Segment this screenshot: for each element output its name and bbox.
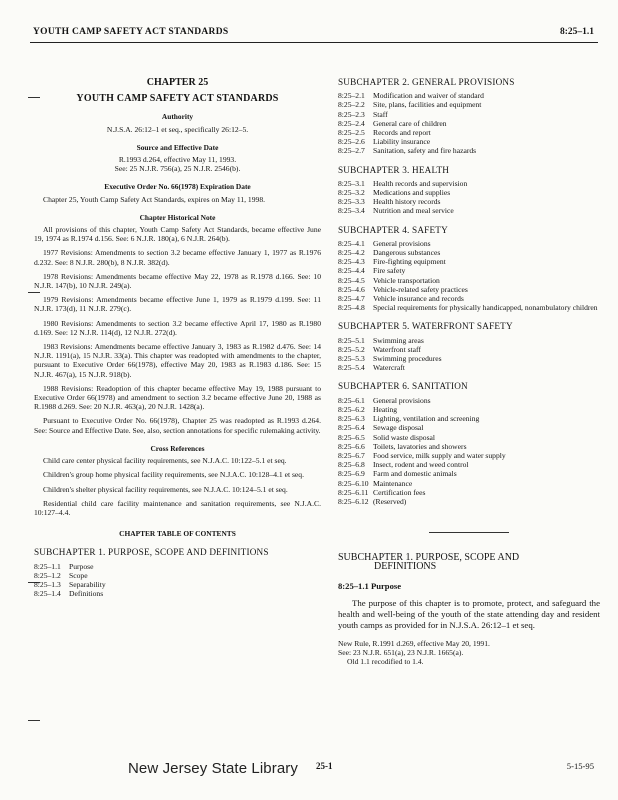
history-line: See: 23 N.J.R. 651(a), 23 N.J.R. 1665(a). xyxy=(338,647,464,657)
toc-entry-number: 8:25–6.11 xyxy=(338,487,369,497)
revision-date: 5-15-95 xyxy=(566,761,594,771)
toc-entry[interactable] xyxy=(338,497,600,506)
toc-entry[interactable] xyxy=(338,354,600,363)
toc-entry[interactable] xyxy=(338,137,600,146)
toc-entry-title: Vehicle transportation xyxy=(373,275,440,285)
toc-entry-title: General care of children xyxy=(373,118,447,128)
toc-entry-number: 8:25–6.4 xyxy=(338,423,365,433)
toc-entry-title: Sewage disposal xyxy=(373,423,424,433)
toc-entry-title: Health records and supervision xyxy=(373,178,468,188)
toc-entry-title: Maintenance xyxy=(373,478,413,488)
toc-entry-number: 8:25–2.3 xyxy=(338,109,365,119)
running-header-section: 8:25–1.1 xyxy=(559,27,594,37)
toc-entry-title: Purpose xyxy=(69,561,94,571)
toc-entry[interactable] xyxy=(338,285,600,294)
historical-note-paragraph: 1978 Revisions: Amendments became effective May 22, 1978 as R.1978 d.166. See: 10 N.J.R. 147(b), 10 N.J.R. 249(a). xyxy=(34,271,321,291)
toc-entry[interactable] xyxy=(338,414,600,423)
toc-entry-number: 8:25–4.7 xyxy=(338,294,365,304)
toc-entry-number: 8:25–6.3 xyxy=(338,414,365,424)
toc-entry[interactable] xyxy=(338,396,600,405)
cross-reference: Children's shelter physical facility requirements, see N.J.A.C. 10:124–5.1 et seq. xyxy=(43,484,288,494)
toc-entry-number: 8:25–4.3 xyxy=(338,257,365,267)
toc-entry-number: 8:25–5.4 xyxy=(338,363,365,373)
toc-subchapter-heading: SUBCHAPTER 6. SANITATION xyxy=(338,381,468,392)
toc-entry[interactable] xyxy=(34,580,321,589)
toc-entry-title: Sanitation, safety and fire hazards xyxy=(373,146,477,156)
table-of-contents-heading: CHAPTER TABLE OF CONTENTS xyxy=(119,529,236,539)
cross-reference: Children's group home physical facility requirements, see N.J.A.C. 10:128–4.1 et seq. xyxy=(43,470,304,480)
margin-mark xyxy=(28,720,40,721)
toc-entry-number: 8:25–4.4 xyxy=(338,266,365,276)
toc-entry[interactable] xyxy=(338,188,600,197)
toc-entry-number: 8:25–1.4 xyxy=(34,589,61,599)
toc-entry-title: Waterfront staff xyxy=(373,344,421,354)
toc-entry[interactable] xyxy=(338,336,600,345)
executive-order-heading: Executive Order No. 66(1978) Expiration Date xyxy=(104,182,251,192)
toc-entry-title: Special requirements for physically handicapped, nonambulatory children xyxy=(373,303,598,313)
toc-entry[interactable] xyxy=(338,405,600,414)
toc-entry-number: 8:25–1.3 xyxy=(34,579,61,589)
toc-entry-title: Modification and waiver of standard xyxy=(373,91,484,101)
toc-entry[interactable] xyxy=(338,257,600,266)
toc-entry-number: 8:25–4.5 xyxy=(338,275,365,285)
toc-entry-number: 8:25–6.1 xyxy=(338,395,365,405)
toc-entry-number: 8:25–1.1 xyxy=(34,561,61,571)
toc-entry-title: Farm and domestic animals xyxy=(373,469,457,479)
toc-entry-title: Certification fees xyxy=(373,487,426,497)
toc-entry-number: 8:25–2.4 xyxy=(338,118,365,128)
toc-entry[interactable] xyxy=(338,276,600,285)
toc-entry-number: 8:25–6.9 xyxy=(338,469,365,479)
toc-entry[interactable] xyxy=(338,363,600,372)
toc-entry[interactable] xyxy=(338,442,600,451)
source-line: See: 25 N.J.R. 756(a), 25 N.J.R. 2546(b). xyxy=(114,164,241,174)
toc-subchapter-heading: SUBCHAPTER 2. GENERAL PROVISIONS xyxy=(338,77,515,87)
history-line: Old 1.1 recodified to 1.4. xyxy=(347,657,424,667)
toc-entry-number: 8:25–4.6 xyxy=(338,284,365,294)
section-heading: 8:25–1.1 Purpose xyxy=(338,580,402,591)
toc-entry-number: 8:25–6.12 xyxy=(338,496,369,506)
cross-references-heading: Cross References xyxy=(150,443,205,453)
toc-entry-title: (Reserved) xyxy=(373,496,407,506)
toc-entry[interactable] xyxy=(338,239,600,248)
toc-entry-title: Records and report xyxy=(373,128,431,138)
toc-entry-number: 8:25–6.2 xyxy=(338,404,365,414)
toc-entry-number: 8:25–6.10 xyxy=(338,478,369,488)
toc-entry-number: 8:25–4.1 xyxy=(338,238,365,248)
executive-order-text: Chapter 25, Youth Camp Safety Act Standards, expires on May 11, 1998. xyxy=(43,194,266,204)
toc-entry[interactable] xyxy=(338,100,600,109)
toc-entry-number: 8:25–4.2 xyxy=(338,248,365,258)
toc-entry-title: Scope xyxy=(69,570,88,580)
toc-entry-title: Heating xyxy=(373,404,398,414)
toc-entry[interactable] xyxy=(338,433,600,442)
right-column xyxy=(338,78,600,666)
toc-entry-title: General provisions xyxy=(373,238,431,248)
toc-entry-title: Separability xyxy=(69,579,106,589)
toc-entry-number: 8:25–5.2 xyxy=(338,344,365,354)
historical-note-paragraph: 1980 Revisions: Amendments to section 3.2 became effective April 17, 1980 as R.1980 d.169. See: 12 N.J.R. 114(d), 12 N.J.R. 272(d). xyxy=(34,318,321,337)
chapter-title: YOUTH CAMP SAFETY ACT STANDARDS xyxy=(76,93,279,105)
cross-reference: Residential child care facility maintenance and sanitation requirements, see N.J.A.C. 10:127–4.4. xyxy=(34,498,321,517)
toc-entry[interactable] xyxy=(338,488,600,497)
left-column xyxy=(34,78,321,598)
toc-entry-title: Lighting, ventilation and screening xyxy=(373,414,480,424)
toc-entry[interactable] xyxy=(338,197,600,206)
section-divider xyxy=(429,532,509,533)
toc-entry[interactable] xyxy=(34,562,321,571)
authority-heading: Authority xyxy=(161,112,194,122)
toc-entry-title: Swimming areas xyxy=(373,335,424,345)
toc-entry[interactable] xyxy=(338,146,600,155)
toc-entry-number: 8:25–3.4 xyxy=(338,206,365,216)
toc-entry[interactable] xyxy=(338,479,600,488)
toc-entry-title: Vehicle insurance and records xyxy=(373,294,464,304)
toc-entry[interactable] xyxy=(338,248,600,257)
page-number: 25-1 xyxy=(316,761,333,771)
toc-entry-title: Dangerous substances xyxy=(373,248,441,258)
toc-entry-number: 8:25–2.6 xyxy=(338,137,365,147)
toc-entry-title: Site, plans, facilities and equipment xyxy=(373,100,482,110)
toc-entry-title: Swimming procedures xyxy=(373,354,442,364)
toc-entry[interactable] xyxy=(338,303,600,312)
historical-note-paragraph: 1979 Revisions: Amendments became effective June 1, 1979 as R.1979 d.199. See: 11 N.J.R. 173(d), 11 N.J.R. 279(c). xyxy=(34,295,321,314)
chapter-number: CHAPTER 25 xyxy=(146,77,209,88)
library-stamp: New Jersey State Library xyxy=(128,760,298,777)
source-heading: Source and Effective Date xyxy=(136,142,219,152)
toc-entry[interactable] xyxy=(338,179,600,188)
toc-entry-title: Staff xyxy=(373,109,388,119)
running-header-title: YOUTH CAMP SAFETY ACT STANDARDS xyxy=(33,27,229,37)
historical-note-paragraph: 1983 Revisions: Amendments became effective January 3, 1983 as R.1982 d.476. See: 14 N.J.R. 1191(a), 15 N.J.R. 33(a). This chapter was readopted with amendments to the chapter, pursuant to Executive Order 66(1978), effective May 20, 1983 as R.1983 d.186. See: 15 N.J.R. 467(a), 15 N.J.R. 918(b). xyxy=(34,342,321,379)
toc-entry[interactable] xyxy=(34,571,321,580)
historical-note-heading: Chapter Historical Note xyxy=(139,212,216,222)
toc-entry-number: 8:25–5.1 xyxy=(338,335,365,345)
authority-text: N.J.S.A. 26:12–1 et seq., specifically 26:12–5. xyxy=(106,124,249,134)
toc-entry-number: 8:25–5.3 xyxy=(338,354,365,364)
toc-entry[interactable] xyxy=(338,451,600,460)
historical-note-paragraph: All provisions of this chapter, Youth Camp Safety Act Standards, became effective June 19, 1974 as R.1974 d.156. See: 6 N.J.R. 180(a), 6 N.J.R. 264(b). xyxy=(34,225,321,244)
toc-entry[interactable] xyxy=(338,294,600,303)
toc-entry-title: Vehicle-related safety practices xyxy=(373,284,468,294)
subchapter-1-heading xyxy=(338,553,600,571)
source-line: R.1993 d.264, effective May 11, 1993. xyxy=(118,155,237,165)
toc-entry-number: 8:25–2.2 xyxy=(338,100,365,110)
toc-entry-number: 8:25–3.1 xyxy=(338,178,365,188)
toc-entry[interactable] xyxy=(338,460,600,469)
toc-entry[interactable] xyxy=(338,266,600,275)
subchapter-1-heading-line: DEFINITIONS xyxy=(374,561,437,573)
toc-subchapter-heading: SUBCHAPTER 1. PURPOSE, SCOPE AND DEFINITIONS xyxy=(34,547,269,558)
history-line: New Rule, R.1991 d.269, effective May 20, 1991. xyxy=(338,638,490,648)
toc-subchapter-heading: SUBCHAPTER 4. SAFETY xyxy=(338,224,448,235)
toc-entry[interactable] xyxy=(338,128,600,137)
toc-subchapter-heading: SUBCHAPTER 5. WATERFRONT SAFETY xyxy=(338,321,513,332)
toc-entry-title: Fire-fighting equipment xyxy=(373,257,446,267)
toc-entry-title: Nutrition and meal service xyxy=(373,206,454,216)
toc-entry-number: 8:25–2.5 xyxy=(338,128,365,138)
toc-entry[interactable] xyxy=(338,206,600,215)
toc-entry[interactable] xyxy=(338,110,600,119)
toc-entry-number: 8:25–6.6 xyxy=(338,441,365,451)
toc-continued xyxy=(338,78,600,506)
toc-entry[interactable] xyxy=(338,91,600,100)
cross-reference: Child care center physical facility requirements, see N.J.A.C. 10:122–5.1 et seq. xyxy=(43,456,287,466)
toc-entry-number: 8:25–6.5 xyxy=(338,432,365,442)
historical-note-paragraph: Pursuant to Executive Order No. 66(1978), Chapter 25 was readopted as R.1993 d.264. See: Source and Effective Date. See, also, section annotations for specific rulemaking activity. xyxy=(34,416,321,435)
section-body: The purpose of this chapter is to promote, protect, and safeguard the health and well-being of the youth of the state attending day and resident youth camps as provided for in N.J.S.A. 26:12–1 et seq. xyxy=(338,597,600,630)
toc-entry-title: Medications and supplies xyxy=(373,188,451,198)
historical-note-paragraph: 1977 Revisions: Amendments to section 3.2 became effective January 1, 1977 as R.1976 d.232. See: 8 N.J.R. 280(b), 8 N.J.R. 382(d). xyxy=(34,248,321,267)
toc-entry[interactable] xyxy=(338,469,600,478)
toc-entry-title: Insect, rodent and weed control xyxy=(373,460,469,470)
toc-subchapter-heading: SUBCHAPTER 3. HEALTH xyxy=(338,164,450,175)
toc-entry-number: 8:25–2.1 xyxy=(338,91,365,101)
toc-entry-number: 8:25–3.3 xyxy=(338,197,365,207)
toc-entry-number: 8:25–6.8 xyxy=(338,460,365,470)
toc-entry-number: 8:25–4.8 xyxy=(338,303,365,313)
toc-entry-title: Liability insurance xyxy=(373,137,431,147)
header-rule xyxy=(30,42,598,43)
toc-entry-number: 8:25–1.2 xyxy=(34,570,61,580)
toc-entry-title: Health history records xyxy=(373,197,441,207)
toc-entry-title: Solid waste disposal xyxy=(373,432,436,442)
toc-entry-number: 8:25–6.7 xyxy=(338,450,365,460)
toc-entry[interactable] xyxy=(338,345,600,354)
toc-entry-title: Fire safety xyxy=(373,266,406,276)
toc-entry-title: Food service, milk supply and water supply xyxy=(373,450,506,460)
toc-entry-number: 8:25–3.2 xyxy=(338,188,365,198)
toc-entry[interactable] xyxy=(34,589,321,598)
historical-note-paragraph: 1988 Revisions: Readoption of this chapter became effective May 19, 1988 pursuant to Executive Order 66(1978) and amendment to section 3.2 became effective June 20, 1988 as R.1988 d.269. See: 20 N.J.R. 463(a), 20 N.J.R. 1428(a). xyxy=(34,383,321,412)
toc-entry[interactable] xyxy=(338,119,600,128)
toc-entry-title: Watercraft xyxy=(373,363,405,373)
toc-entry-title: Definitions xyxy=(69,589,104,599)
toc-entry-number: 8:25–2.7 xyxy=(338,146,365,156)
toc-entry-title: General provisions xyxy=(373,395,431,405)
toc-entry[interactable] xyxy=(338,423,600,432)
subchapter-1-heading-line: SUBCHAPTER 1. PURPOSE, SCOPE AND xyxy=(338,552,520,564)
toc-entry-title: Toilets, lavatories and showers xyxy=(373,441,467,451)
